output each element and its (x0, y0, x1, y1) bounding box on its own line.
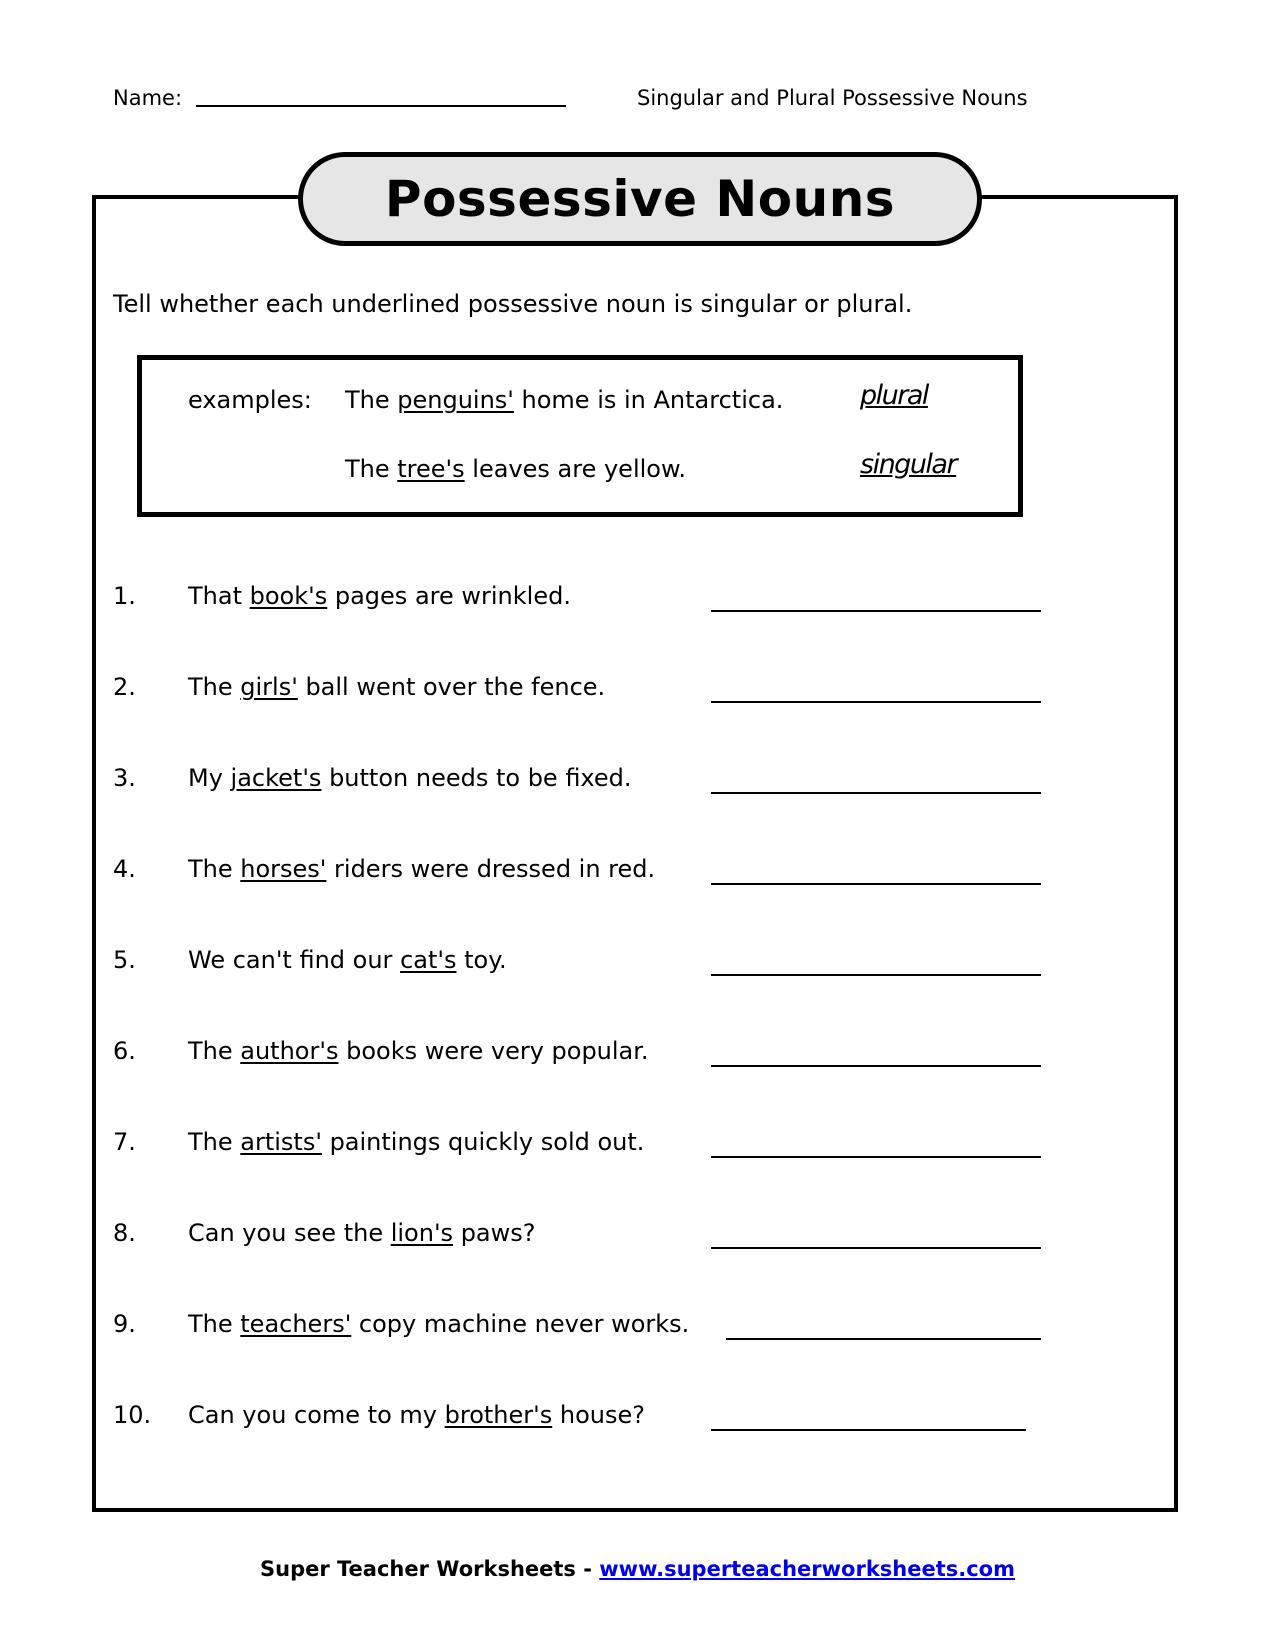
possessive-noun: author's (240, 1037, 339, 1065)
footer-brand: Super Teacher Worksheets (260, 1557, 576, 1581)
question-sentence: The artists' paintings quickly sold out. (188, 1128, 645, 1156)
question-sentence: We can't find our cat's toy. (188, 946, 507, 974)
question-sentence: The girls' ball went over the fence. (188, 673, 606, 701)
question-number: 7. (113, 1128, 136, 1156)
answer-blank[interactable] (711, 792, 1041, 794)
possessive-noun: book's (249, 582, 328, 610)
question-number: 5. (113, 946, 136, 974)
title-banner (298, 152, 982, 246)
possessive-noun: cat's (400, 946, 457, 974)
examples-label: examples: (188, 386, 312, 414)
name-blank[interactable] (196, 105, 566, 107)
answer-blank[interactable] (711, 1156, 1041, 1158)
possessive-noun: brother's (444, 1401, 553, 1429)
question-sentence: The horses' riders were dressed in red. (188, 855, 656, 883)
example-noun: penguins' (397, 386, 514, 414)
name-label: Name: (113, 86, 183, 110)
page-title: Possessive Nouns (384, 170, 896, 228)
question-sentence: The teachers' copy machine never works. (188, 1310, 690, 1338)
footer-link[interactable]: www.superteacherworksheets.com (599, 1557, 1015, 1581)
header-name (113, 86, 566, 110)
question-number: 3. (113, 764, 136, 792)
question-number: 10. (113, 1401, 152, 1429)
footer: Super Teacher Worksheets - www.superteacherworksheets.com (260, 1557, 1015, 1581)
answer-blank[interactable] (726, 1338, 1041, 1340)
answer-blank[interactable] (711, 610, 1041, 612)
question-number: 9. (113, 1310, 136, 1338)
answer-blank[interactable] (711, 1247, 1041, 1249)
question-number: 4. (113, 855, 136, 883)
example-sentence: The tree's leaves are yellow. (345, 455, 687, 483)
answer-blank[interactable] (711, 701, 1041, 703)
question-sentence: That book's pages are wrinkled. (188, 582, 571, 610)
answer-blank[interactable] (711, 1429, 1026, 1431)
possessive-noun: girls' (240, 673, 298, 701)
question-sentence: Can you see the lion's paws? (188, 1219, 536, 1247)
possessive-noun: lion's (390, 1219, 454, 1247)
answer-blank[interactable] (711, 883, 1041, 885)
question-number: 6. (113, 1037, 136, 1065)
instructions: Tell whether each underlined possessive noun is singular or plural. (113, 290, 913, 318)
answer-blank[interactable] (711, 974, 1041, 976)
question-sentence: Can you come to my brother's house? (188, 1401, 645, 1429)
possessive-noun: artists' (240, 1128, 322, 1156)
header-subject: Singular and Plural Possessive Nouns (637, 86, 1028, 110)
example-noun: tree's (397, 455, 465, 483)
question-number: 1. (113, 582, 136, 610)
example-answer: singular (860, 449, 957, 480)
example-sentence: The penguins' home is in Antarctica. (345, 386, 784, 414)
question-sentence: My jacket's button needs to be fixed. (188, 764, 632, 792)
possessive-noun: teachers' (240, 1310, 352, 1338)
question-sentence: The author's books were very popular. (188, 1037, 649, 1065)
possessive-noun: horses' (240, 855, 327, 883)
question-number: 2. (113, 673, 136, 701)
answer-blank[interactable] (711, 1065, 1041, 1067)
possessive-noun: jacket's (230, 764, 322, 792)
example-answer: plural (860, 380, 928, 411)
question-number: 8. (113, 1219, 136, 1247)
